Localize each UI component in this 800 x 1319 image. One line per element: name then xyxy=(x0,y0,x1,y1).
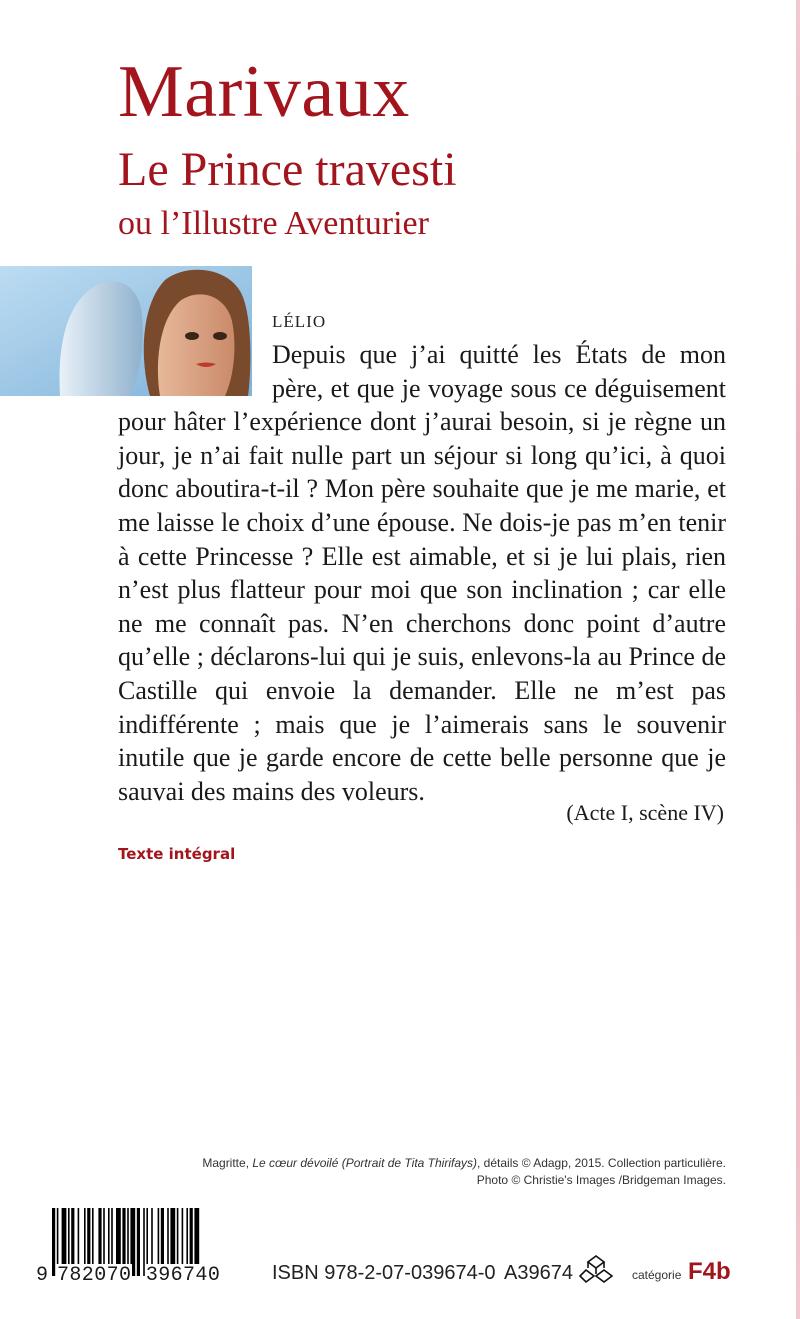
author-name: Marivaux xyxy=(118,51,410,133)
barcode-bar xyxy=(52,1208,55,1276)
book-subtitle: ou l’Illustre Aventurier xyxy=(118,205,429,242)
speaker-name: LÉLIO xyxy=(272,312,327,331)
publisher-logo-icon xyxy=(578,1254,614,1288)
book-title: Le Prince travesti xyxy=(118,143,457,196)
excerpt-text: Depuis que j’ai quitté les États de mon père, et que je voyage sous ce déguisement pour hâter l’expérience dont j’aurai besoin, si je règne un jour, je n’ai fait nulle part un séjour si long qu’ici, à quoi donc aboutira-t-il ? Mon père souhaite que je me marie, et me laisse le choix d’une épouse. Ne dois-je pas m’en tenir à cette Princesse ? Elle est aimable, et si je lui plais, rien n’est plus flatteur pour moi que son inclination ; car elle ne me connaît pas. N’en cherchons donc point d’autre qu’elle ; déclarons-lui qui je suis, enlevons-la au Prince de Castille qui envoie la demander. Elle ne m’est pas indifférente ; mais que je l’aimerais sans le souvenir inutile que je garde encore de cette belle personne que je sauvai des mains des voleurs. xyxy=(118,340,726,806)
barcode xyxy=(36,1208,266,1288)
product-code: A39674 xyxy=(504,1262,573,1284)
excerpt-citation: (Acte I, scène IV) xyxy=(566,800,724,825)
barcode-digits: 782070 396740 xyxy=(57,1264,221,1287)
excerpt-block xyxy=(118,338,726,808)
barcode-first-digit: 9 xyxy=(36,1264,49,1287)
image-credits: Magritte, Le cœur dévoilé (Portrait de Tita Thirifays), détails © Adagp, 2015. Collection particulière. Photo © Christie's Images /Bridgeman Images. xyxy=(166,1155,726,1189)
artwork-title: Le cœur dévoilé (Portrait de Tita Thirifays) xyxy=(252,1156,477,1170)
isbn-number: ISBN 978-2-07-039674-0 xyxy=(272,1262,496,1284)
photo-credit: Photo © Christie's Images /Bridgeman Images. xyxy=(476,1173,726,1187)
edition-note: Texte intégral xyxy=(118,845,236,863)
category-label: catégorie xyxy=(632,1268,682,1282)
category-value: F4b xyxy=(688,1258,731,1285)
edge-strip xyxy=(796,0,800,1319)
